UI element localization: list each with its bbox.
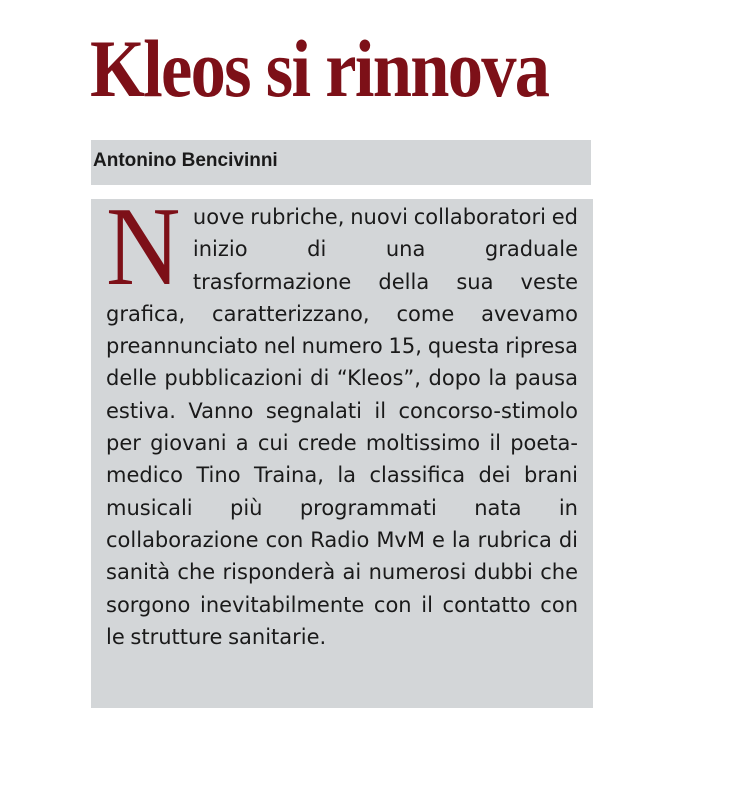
article-body-text: uove rubriche, nuovi collaboratori ed inizio di una graduale trasformazione della sua veste grafica, caratterizzano, come avevamo preannunciato nel numero 15, questa ripresa delle pubblicazioni di “Kleos”, dopo la pausa estiva. Vanno segnalati il concorso-stimolo per giovani a cui crede moltissimo il poeta-medico Tino Traina, la classifica dei brani musicali più programmati nata in collaborazione con Radio MvM e la rubrica di sanità che risponderà ai numerosi dubbi che sorgono inevitabilmente con il contatto con le strutture sanitarie. — [106, 205, 578, 649]
author-byline-box — [91, 140, 591, 185]
article-title: Kleos si rinnova — [90, 23, 549, 114]
author-name: Antonino Bencivinni — [93, 150, 278, 171]
drop-cap: N — [106, 185, 181, 309]
article-body-box — [91, 185, 593, 708]
